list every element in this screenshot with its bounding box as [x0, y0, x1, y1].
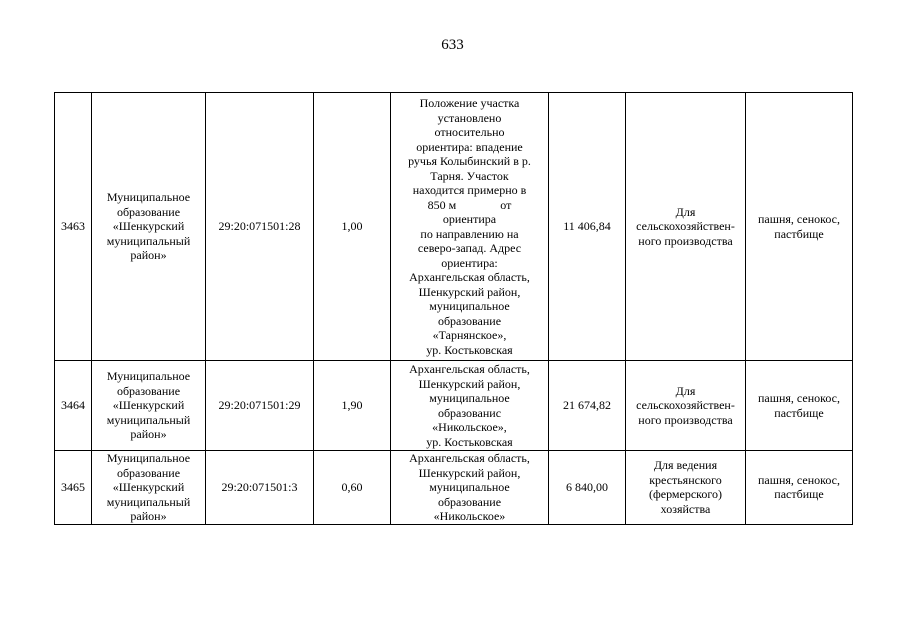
owner-cell: [92, 451, 206, 525]
location-description-line: 850 м: [427, 197, 457, 212]
land-purpose-line: сельскохозяйствен-: [636, 219, 735, 234]
land-purpose-line: Для: [675, 383, 696, 398]
land-usage-line: пашня, сенокос,: [758, 391, 840, 405]
location-description-line: ориентира:: [441, 255, 498, 270]
land-registry-table: [54, 92, 853, 525]
location-description-line: по направлению на: [420, 226, 519, 241]
area-cell: 1,00: [314, 93, 391, 361]
owner-cell: [92, 93, 206, 361]
location-description-line: «Тарнянское»,: [432, 328, 507, 342]
owner-line: муниципальный: [106, 412, 191, 427]
table-row: [55, 93, 853, 361]
land-purpose-cell: [626, 93, 746, 361]
land-purpose-line: Для: [675, 204, 696, 219]
owner-line: «Шенкурский: [112, 398, 185, 413]
location-description-cell: [391, 451, 549, 525]
land-purpose-line: Для ведения: [653, 458, 718, 473]
table-row: [55, 361, 853, 451]
owner-line: Муниципальное: [106, 451, 191, 465]
owner-line: район»: [130, 509, 167, 523]
location-description-line: «Никольское»,: [432, 420, 507, 434]
location-description-line: Архангельская область,: [409, 362, 530, 376]
location-description-line: находится примерно в: [412, 183, 527, 197]
land-purpose-line: сельскохозяйствен-: [636, 398, 735, 413]
location-description-line: ориентира: [442, 212, 497, 226]
location-description-line: образованис: [437, 405, 502, 420]
registry-body: [55, 93, 853, 525]
owner-line: «Шенкурский: [112, 219, 185, 234]
land-usage-line: пастбище: [774, 405, 824, 420]
owner-cell: [92, 361, 206, 451]
location-description-line: образование: [437, 313, 502, 328]
cadastral-number-cell: 29:20:071501:3: [206, 451, 314, 525]
land-purpose-line: хозяйства: [660, 501, 711, 516]
location-description-line: ур. Костьковская: [426, 434, 513, 449]
cadastral-value-cell: 21 674,82: [549, 361, 626, 451]
owner-line: муниципальный: [106, 494, 191, 509]
cadastral-value-cell: 6 840,00: [549, 451, 626, 525]
location-description-cell: [391, 361, 549, 451]
location-description-line: образование: [437, 494, 502, 509]
location-description-line: ориентира: впадение: [416, 139, 523, 154]
land-purpose-line: ного производства: [638, 233, 733, 248]
location-description-line: северо-запад. Адрес: [417, 241, 522, 255]
land-usage-line: пастбище: [774, 226, 824, 241]
owner-line: образование: [116, 204, 181, 219]
land-usage-cell: [746, 451, 853, 525]
page-number: 633: [441, 37, 464, 53]
location-description-line: ур. Костьковская: [426, 342, 513, 357]
owner-line: район»: [130, 248, 167, 263]
owner-line: муниципальный: [106, 233, 191, 248]
area-cell: 1,90: [314, 361, 391, 451]
land-usage-line: пашня, сенокос,: [758, 472, 840, 487]
location-description-line: муниципальное: [429, 480, 510, 494]
cadastral-value-cell: 11 406,84: [549, 93, 626, 361]
land-purpose-line: ного производства: [638, 412, 733, 427]
location-description-line: муниципальное: [429, 391, 510, 405]
location-description-line: Положение участка: [419, 96, 520, 110]
location-description-line: Шенкурский район,: [418, 284, 521, 299]
location-description-line: «Никольское»: [433, 509, 506, 523]
location-description-line: ручья Колыбинский в р.: [408, 154, 531, 168]
land-usage-line: пашня, сенокос,: [758, 212, 840, 226]
location-description-line: Шенкурский район,: [418, 465, 521, 480]
owner-line: образование: [116, 383, 181, 398]
land-purpose-cell: [626, 451, 746, 525]
location-description-line: Тарня. Участок: [430, 168, 509, 183]
location-description-cell: [391, 93, 549, 361]
table-row: [55, 451, 853, 525]
row-number-cell: 3463: [55, 93, 92, 361]
row-number-cell: 3464: [55, 361, 92, 451]
owner-line: Муниципальное: [106, 190, 191, 205]
land-purpose-line: крестьянского: [649, 472, 722, 487]
location-description-line: Архангельская область,: [409, 451, 530, 465]
location-description-line: установлено: [437, 110, 502, 125]
area-cell: 0,60: [314, 451, 391, 525]
cadastral-number-cell: 29:20:071501:28: [206, 93, 314, 361]
land-purpose-cell: [626, 361, 746, 451]
location-description-line: Шенкурский район,: [418, 376, 521, 391]
owner-line: район»: [130, 427, 167, 442]
land-usage-cell: [746, 93, 853, 361]
owner-line: образование: [116, 465, 181, 480]
land-purpose-line: (фермерского): [648, 487, 722, 502]
row-number-cell: 3465: [55, 451, 92, 525]
location-description-line: относительно: [434, 125, 505, 139]
land-usage-line: пастбище: [774, 487, 824, 502]
location-description-line: Архангельская область,: [409, 270, 530, 284]
land-usage-cell: [746, 361, 853, 451]
location-description-line: муниципальное: [429, 299, 510, 313]
location-description-line: от: [500, 197, 512, 212]
cadastral-number-cell: 29:20:071501:29: [206, 361, 314, 451]
owner-line: «Шенкурский: [112, 480, 185, 494]
owner-line: Муниципальное: [106, 369, 191, 384]
